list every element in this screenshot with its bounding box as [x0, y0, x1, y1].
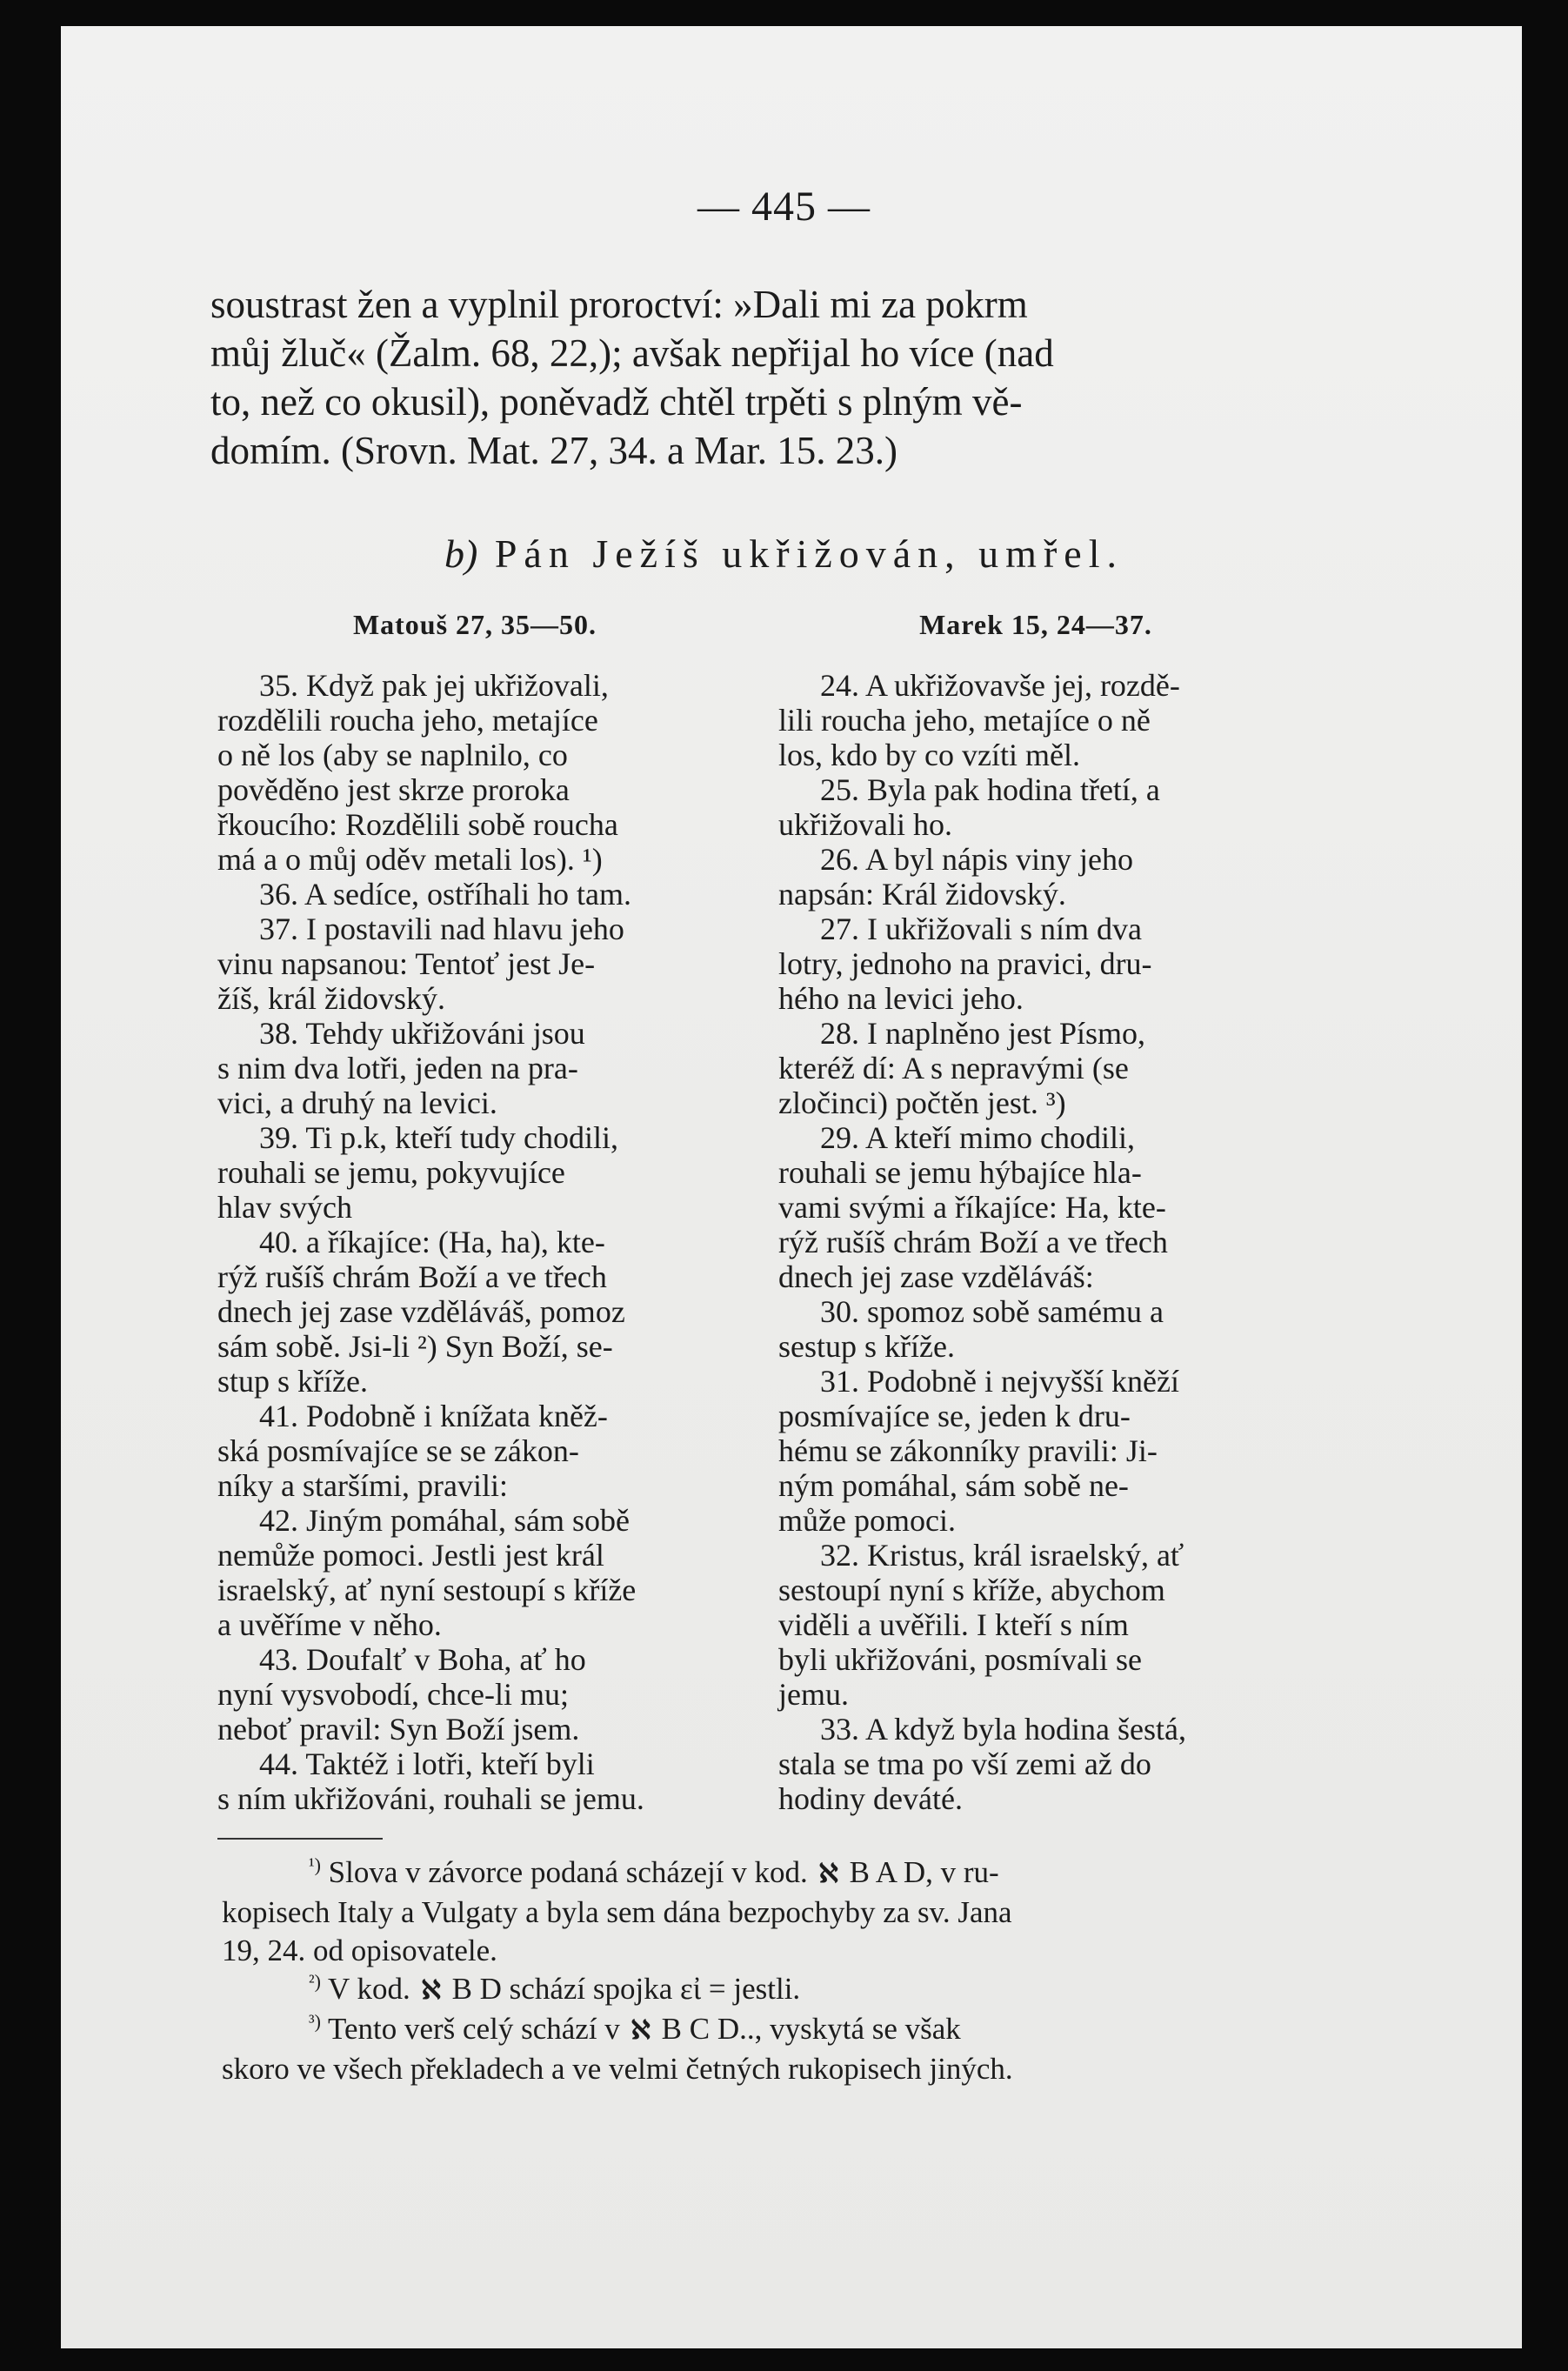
right-column-line: byli ukřižováni, posmívali se	[778, 1642, 1142, 1677]
aleph-glyph: ℵ	[818, 1860, 838, 1888]
right-column-line: rouhali se jemu hýbajíce hla-	[778, 1155, 1142, 1190]
footnote-1-line-3: 19, 24. od opisovatele.	[222, 1934, 497, 1967]
right-column-line: může pomoci.	[778, 1503, 956, 1538]
left-column-line: stup s kříže.	[217, 1364, 368, 1399]
right-column-line: 29. A kteří mimo chodili,	[820, 1120, 1135, 1155]
footnote-3-mark: ³)	[309, 2010, 321, 2033]
footnote-3-line	[222, 2010, 1300, 2050]
left-column-line: 37. I postavili nad hlavu jeho	[259, 912, 624, 946]
left-column-line: nyní vysvobodí, chce-li mu;	[217, 1677, 569, 1712]
intro-paragraph	[210, 280, 1289, 475]
footnote-2-mark: ²)	[309, 1970, 321, 1993]
intro-line: domím. (Srovn. Mat. 27, 34. a Mar. 15. 23.)	[210, 429, 897, 472]
right-column-line: jemu.	[778, 1677, 849, 1712]
footnote-3-line-2: skoro ve všech překladech a ve velmi četných rukopisech jiných.	[222, 2052, 1013, 2086]
footnote-1-text-a: Slova v závorce podaná scházejí v kod.	[328, 1855, 808, 1889]
right-column-line: kteréž dí: A s nepravými (se	[778, 1051, 1129, 1085]
footnote-1-text-b: B A D, v ru-	[849, 1855, 999, 1889]
left-column-line: 36. A sedíce, ostříhali ho tam.	[259, 877, 631, 912]
right-column-line: hému se zákonníky pravili: Ji-	[778, 1433, 1158, 1468]
left-column-line: níky a staršími, pravili:	[217, 1468, 508, 1503]
aleph-glyph: ℵ	[421, 1976, 441, 2005]
right-column-line: hého na levici jeho.	[778, 981, 1024, 1016]
left-column-line: vinu napsanou: Tentoť jest Je-	[217, 946, 596, 981]
left-column-line: 40. a říkajíce: (Ha, ha), kte-	[259, 1225, 605, 1259]
left-column-line: rouhali se jemu, pokyvujíce	[217, 1155, 565, 1190]
right-column-line: vami svými a říkajíce: Ha, kte-	[778, 1190, 1166, 1225]
left-column-line: 38. Tehdy ukřižováni jsou	[259, 1016, 585, 1051]
footnote-1-line-2: kopisech Italy a Vulgaty a byla sem dána bezpochyby za sv. Jana	[222, 1895, 1012, 1929]
right-column-text	[778, 668, 1293, 1816]
left-column-line: a uvěříme v něho.	[217, 1607, 442, 1642]
left-column-line: rozdělili roucha jeho, metajíce	[217, 703, 598, 738]
section-label: b)	[444, 531, 478, 576]
right-column-line: hodiny deváté.	[778, 1781, 963, 1816]
right-column-line: lotry, jednoho na pravici, dru-	[778, 946, 1152, 981]
right-column-line: 30. spomoz sobě samému a	[820, 1294, 1164, 1329]
left-column-line: řkoucího: Rozdělili sobě roucha	[217, 807, 618, 842]
left-column-line: hlav svých	[217, 1190, 352, 1225]
intro-line: můj žluč« (Žalm. 68, 22,); avšak nepřijal ho více (nad	[210, 331, 1054, 375]
aleph-glyph: ℵ	[631, 2016, 651, 2045]
right-column-line: sestup s kříže.	[778, 1329, 955, 1364]
left-column-heading: Matouš 27, 35—50.	[352, 609, 597, 640]
right-column-line: ným pomáhal, sám sobě ne-	[778, 1468, 1129, 1503]
left-column-line: nemůže pomoci. Jestli jest král	[217, 1538, 604, 1573]
footnote-2-line	[222, 1970, 1300, 2010]
section-title: Pán Ježíš ukřižován, umřel.	[494, 531, 1124, 576]
left-column-line: 43. Doufalť v Boha, ať ho	[259, 1642, 586, 1677]
right-column-line: lili roucha jeho, metajíce o ně	[778, 703, 1151, 738]
left-column-line: pověděno jest skrze proroka	[217, 772, 570, 807]
right-column-line: napsán: Král židovský.	[778, 877, 1066, 912]
footnote-rule	[217, 1838, 383, 1840]
right-column-line: posmívajíce se, jeden k dru-	[778, 1399, 1131, 1433]
left-column-text	[217, 668, 732, 1816]
right-column-heading: Marek 15, 24—37.	[919, 609, 1152, 640]
right-column-mark	[778, 607, 1293, 1816]
intro-line: to, než co okusil), poněvadž chtěl trpěti s plným vě-	[210, 380, 1023, 424]
right-column-line: 25. Byla pak hodina třetí, a	[820, 772, 1160, 807]
left-column-line: 39. Ti p.k, kteří tudy chodili,	[259, 1120, 619, 1155]
left-column-line: neboť pravil: Syn Boží jsem.	[217, 1712, 580, 1747]
left-column-line: sám sobě. Jsi-li ²) Syn Boží, se-	[217, 1329, 613, 1364]
right-column-line: 33. A když byla hodina šestá,	[820, 1712, 1186, 1747]
left-column-matthew	[217, 607, 732, 1816]
left-column-line: rýž rušíš chrám Boží a ve třech	[217, 1259, 607, 1294]
right-column-line: zločinci) počtěn jest. ³)	[778, 1085, 1066, 1120]
footnote-1-line	[222, 1853, 1300, 1893]
section-heading	[0, 531, 1568, 577]
footnotes	[222, 1853, 1300, 2088]
footnote-2-text-b: B D schází spojka εἰ = jestli.	[451, 1972, 801, 2006]
right-column-line: los, kdo by co vzíti měl.	[778, 738, 1080, 772]
right-column-line: sestoupí nyní s kříže, abychom	[778, 1573, 1165, 1607]
right-column-line: 32. Kristus, král israelský, ať	[820, 1538, 1184, 1573]
left-column-line: 35. Když pak jej ukřižovali,	[259, 668, 609, 703]
footnote-2-text-a: V kod.	[328, 1972, 410, 2006]
right-column-line: stala se tma po vší zemi až do	[778, 1747, 1151, 1781]
footnote-3-text-a: Tento verš celý schází v	[328, 2012, 620, 2046]
left-column-line: 44. Taktéž i lotři, kteří byli	[259, 1747, 595, 1781]
left-column-line: ská posmívajíce se se zákon-	[217, 1433, 579, 1468]
left-column-line: má a o můj oděv metali los). ¹)	[217, 842, 603, 877]
right-column-line: viděli a uvěřili. I kteří s ním	[778, 1607, 1129, 1642]
right-column-line: rýž rušíš chrám Boží a ve třech	[778, 1225, 1168, 1259]
intro-line: soustrast žen a vyplnil proroctví: »Dali mi za pokrm	[210, 283, 1028, 326]
left-column-line: žíš, král židovský.	[217, 981, 445, 1016]
left-column-line: 42. Jiným pomáhal, sám sobě	[259, 1503, 630, 1538]
left-column-line: o ně los (aby se naplnilo, co	[217, 738, 568, 772]
page-number: — 445 —	[697, 184, 871, 230]
footnote-3-text-b: B C D.., vyskytá se však	[661, 2012, 961, 2046]
right-column-line: 27. I ukřižovali s ním dva	[820, 912, 1142, 946]
left-column-line: s nim dva lotři, jeden na pra-	[217, 1051, 578, 1085]
right-column-line: 31. Podobně i nejvyšší kněží	[820, 1364, 1179, 1399]
footnote-1-mark: ¹)	[309, 1853, 321, 1876]
right-column-line: ukřižovali ho.	[778, 807, 952, 842]
left-column-line: israelský, ať nyní sestoupí s kříže	[217, 1573, 637, 1607]
right-column-line: dnech jej zase vzděláváš:	[778, 1259, 1094, 1294]
right-column-line: 28. I naplněno jest Písmo,	[820, 1016, 1145, 1051]
left-column-line: dnech jej zase vzděláváš, pomoz	[217, 1294, 625, 1329]
left-column-line: 41. Podobně i knížata kněž-	[259, 1399, 608, 1433]
right-column-line: 24. A ukřižovavše jej, rozdě-	[820, 668, 1180, 703]
right-column-line: 26. A byl nápis viny jeho	[820, 842, 1133, 877]
left-column-line: s ním ukřižováni, rouhali se jemu.	[217, 1781, 644, 1816]
left-column-line: vici, a druhý na levici.	[217, 1085, 497, 1120]
